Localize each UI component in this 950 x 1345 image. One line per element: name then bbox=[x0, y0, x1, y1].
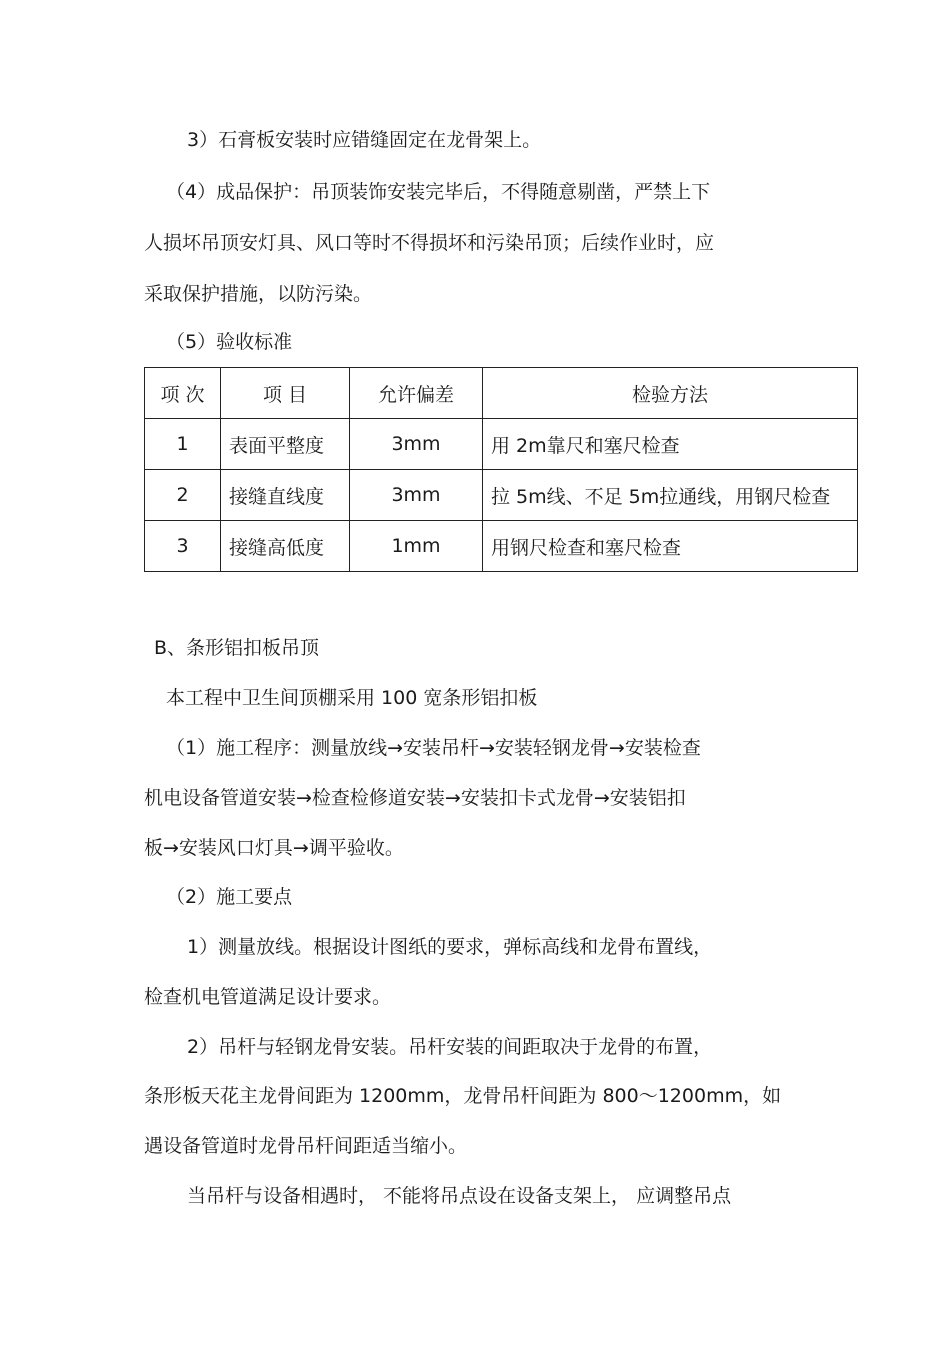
point2-line2: 条形板天花主龙骨间距为 1200mm，龙骨吊杆间距为 800～1200mm，如 bbox=[144, 1085, 782, 1107]
cell-item: 接缝直线度 bbox=[221, 470, 350, 521]
procedure-line3: 板→安装风口灯具→调平验收。 bbox=[144, 837, 404, 859]
paragraph-protection-line1: （4）成品保护：吊顶装饰安装完毕后，不得随意剔凿，严禁上下 bbox=[166, 181, 711, 203]
table-row bbox=[145, 470, 858, 521]
cell-method: 用钢尺检查和塞尺检查 bbox=[483, 521, 858, 572]
header-item: 项 目 bbox=[221, 368, 350, 419]
header-method: 检验方法 bbox=[483, 368, 858, 419]
paragraph-gypsum-board: 3）石膏板安装时应错缝固定在龙骨架上。 bbox=[187, 129, 542, 151]
acceptance-standard-heading: （5）验收标准 bbox=[166, 331, 293, 353]
point1-line2: 检查机电管道满足设计要求。 bbox=[144, 986, 392, 1008]
table-header-row bbox=[145, 368, 858, 419]
table-row bbox=[145, 521, 858, 572]
header-tolerance: 允许偏差 bbox=[350, 368, 483, 419]
paragraph-protection-line2: 人损坏吊顶安灯具、风口等时不得损坏和污染吊顶；后续作业时，应 bbox=[144, 232, 715, 254]
cell-tolerance: 1mm bbox=[350, 521, 483, 572]
cell-tolerance: 3mm bbox=[350, 470, 483, 521]
section-b-intro: 本工程中卫生间顶棚采用 100 宽条形铝扣板 bbox=[166, 687, 538, 709]
section-b-title: B、条形铝扣板吊顶 bbox=[154, 637, 320, 659]
cell-no: 2 bbox=[145, 470, 221, 521]
header-item-no: 项 次 bbox=[145, 368, 221, 419]
cell-method: 拉 5m线、不足 5m拉通线，用钢尺检查 bbox=[483, 470, 858, 521]
procedure-line1: （1）施工程序：测量放线→安装吊杆→安装轻钢龙骨→安装检查 bbox=[166, 737, 701, 759]
point3-line1: 当吊杆与设备相遇时， 不能将吊点设在设备支架上， 应调整吊点 bbox=[187, 1185, 732, 1207]
acceptance-standard-table bbox=[144, 367, 858, 572]
cell-item: 表面平整度 bbox=[221, 419, 350, 470]
point2-line3: 遇设备管道时龙骨吊杆间距适当缩小。 bbox=[144, 1135, 468, 1157]
paragraph-protection-line3: 采取保护措施，以防污染。 bbox=[144, 283, 373, 305]
cell-method: 用 2m靠尺和塞尺检查 bbox=[483, 419, 858, 470]
point1-line1: 1）测量放线。根据设计图纸的要求，弹标高线和龙骨布置线， bbox=[187, 936, 713, 958]
cell-no: 1 bbox=[145, 419, 221, 470]
cell-tolerance: 3mm bbox=[350, 419, 483, 470]
cell-no: 3 bbox=[145, 521, 221, 572]
table-row bbox=[145, 419, 858, 470]
key-points-heading: （2）施工要点 bbox=[166, 886, 293, 908]
procedure-line2: 机电设备管道安装→检查检修道安装→安装扣卡式龙骨→安装铝扣 bbox=[144, 787, 686, 809]
point2-line1: 2）吊杆与轻钢龙骨安装。吊杆安装的间距取决于龙骨的布置， bbox=[187, 1036, 713, 1058]
cell-item: 接缝高低度 bbox=[221, 521, 350, 572]
